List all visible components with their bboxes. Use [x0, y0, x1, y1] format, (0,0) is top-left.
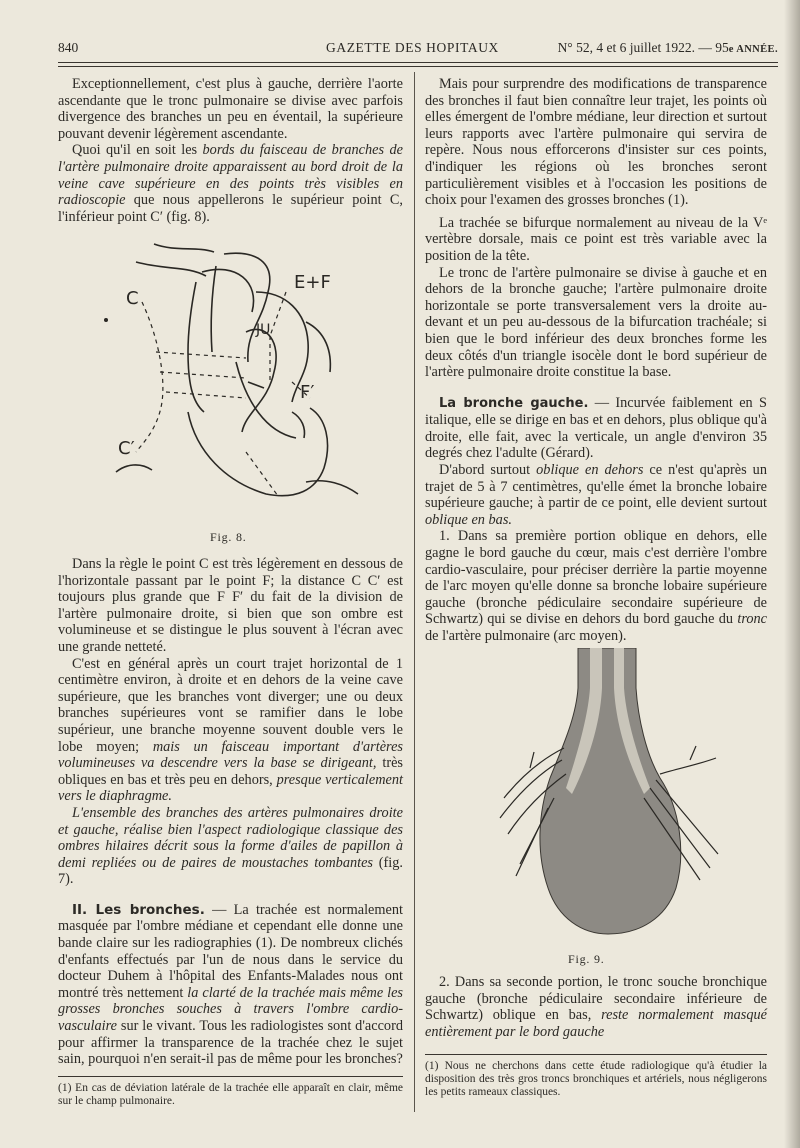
left-column-top [58, 76, 403, 225]
paragraph: II. Les bronches. — La trachée est normalement masquée par l'ombre médiane et cependant elle donne une bande claire sur les radiographies (1). De nombreux clichés d'enfants effectués par l'un de nous dans le service du docteur Duhem à l'hôpital des Enfants-Malades nous ont montré très nettement la clarté de la trachée mais même les grosses bronches souches à travers l'ombre cardio-vasculaire sur le vivant. Tous les radiologistes sont d'accord pour affirmer la transparence de la trachée chez le sujet sain, pourquoi n'en serait-il pas de même pour les bronches? [58, 901, 403, 1068]
column-divider [414, 72, 415, 1112]
label-point-f-prime: F′ [300, 382, 315, 403]
subsection-heading: La bronche gauche. [439, 395, 589, 411]
figure-dot [104, 318, 108, 322]
figure-8-diagram [96, 232, 396, 528]
issue-info: N° 52, 4 et 6 juillet 1922. — 95e ANNÉE. [557, 40, 778, 55]
footnote-rule [425, 1054, 767, 1055]
label-point-c: C [126, 288, 139, 309]
section-heading: II. Les bronches. [72, 901, 205, 918]
figure-9-caption: Fig. 9. [568, 952, 605, 966]
paragraph: Exceptionnellement, c'est plus à gauche, derrière l'aorte ascendante que le tronc pulmonaire se divise avec parfois divergence des branches un peu en éventail, la supérieure pouvant devenir légèrement ascendante. [58, 76, 403, 142]
label-point-ef: E+F [294, 272, 331, 293]
paragraph: Le tronc de l'artère pulmonaire se divise à gauche et en dehors de la bronche gauche; l'artère pulmonaire droite horizontale se porte transversalement vers la droite au-devant et un peu au-dessous de la bifurcation trachéale; si bien que le bord inférieur des deux bronches forme les deux côtés d'un triangle isocèle dont le bord supérieur de l'artère pulmonaire droite constitue la base. [425, 264, 767, 381]
paragraph: 2. Dans sa seconde portion, le tronc souche bronchique gauche (bronche pédiculaire secondaire inférieure de Schwartz) oblique en bas, reste normalement masqué entièrement par le bord gauche [425, 974, 768, 1040]
paragraph: 1. Dans sa première portion oblique en dehors, elle gagne le bord gauche du cœur, mais c'est derrière l'ombre cardio-vasculaire, pour préciser derrière la partie moyenne de l'arc moyen qu'elle donne sa bronche lobaire supérieure gauche (bronche pédiculaire secondaire supérieure de Schwartz) qui se divise en dehors du bord gauche du tronc de l'artère pulmonaire (arc moyen). [425, 528, 767, 644]
paragraph: L'ensemble des branches des artères pulmonaires droite et gauche, réalise bien l'aspect radiologique classique des ombres hilaires décrit sous la forme d'ailes de papillon à demi repliées ou de paires de moustaches tombantes (fig. 7). [58, 804, 404, 888]
paragraph: D'abord surtout oblique en dehors ce n'est qu'après un trajet de 5 à 7 centimètres, qu'elle émet la bronche lobaire supérieure gauche; à partir de ce point, elle devient surtout oblique en bas. [425, 462, 767, 528]
paragraph: La bronche gauche. — Incurvée faiblement en S italique, elle se dirige en bas et en dehors, plus oblique qu'à droite, elle fait, avec la verticale, un angle d'environ 35 degrés chez l'adulte (Gérard). [425, 394, 768, 462]
paragraph: C'est en général après un court trajet horizontal de 1 centimètre environ, à droite et en dehors de la veine cave supérieure, que les branches vont diverger; une ou deux branches supérieures vont se ramifier dans le lobe supérieur, une branche moyenne souvent double vers le lobe moyen; mais un faisceau important d'artères volumineuses va descendre vers la base se dirigeant, très obliques en bas et très peu en dehors, presque verticalement vers le diaphragme. [58, 655, 403, 805]
label-ju: JU [256, 322, 271, 338]
running-header [58, 38, 778, 58]
paragraph: Mais pour surprendre des modifications de transparence des bronches il faut bien connaître leur trajet, les points où elles émergent de l'ombre médiane, leur direction et surtout leurs rapports avec l'artère pulmonaire qui servira de repère. Nous nous efforcerons d'insister sur ces points, d'indiquer les régions où les bronches seront particulièrement visibles et à l'occasion les positions de choix pour l'examen des grosses bronches (1). [425, 76, 767, 209]
page-edge-shadow [784, 0, 800, 1148]
footnote-left: (1) En cas de déviation latérale de la trachée elle apparaît en clair, même sur le champ pulmonaire. [58, 1082, 403, 1107]
figure-8-caption: Fig. 8. [210, 530, 247, 544]
journal-title: GAZETTE DES HOPITAUX [326, 40, 499, 55]
left-column-bottom [58, 556, 403, 1068]
right-column-bottom [425, 974, 767, 1040]
label-point-c-prime: C′ [118, 438, 135, 459]
page-number: 840 [58, 40, 79, 55]
header-rule [58, 62, 778, 63]
header-rule-thin [58, 66, 778, 67]
right-column-top [425, 76, 767, 645]
footnote-rule [58, 1076, 403, 1077]
paragraph: La trachée se bifurque normalement au niveau de la Vᵉ vertèbre dorsale, mais ce point est très variable avec la position de la tête. [425, 214, 767, 264]
footnote-right: (1) Nous ne cherchons dans cette étude radiologique qu'à étudier la disposition des très gros troncs bronchiques et artériels, nous négligerons les petits rameaux classiques. [425, 1060, 767, 1098]
paragraph: Quoi qu'il en soit les bords du faisceau de branches de l'artère pulmonaire droite apparaissent au bord droit de la veine cave supérieure en des points très visibles en radioscopie que nous appellerons le supérieur point C, l'inférieur point C′ (fig. 8). [58, 142, 403, 225]
figure-9-diagram [490, 648, 730, 944]
paragraph: Dans la règle le point C est très légèrement en dessous de l'horizontale passant par le point F; la distance C C′ est toujours plus grande que F F′ du fait de la division de l'artère pulmonaire droite, si bien que son ombre est volumineuse et se distingue le plus souvent à l'écran avec une grande netteté. [58, 556, 403, 655]
